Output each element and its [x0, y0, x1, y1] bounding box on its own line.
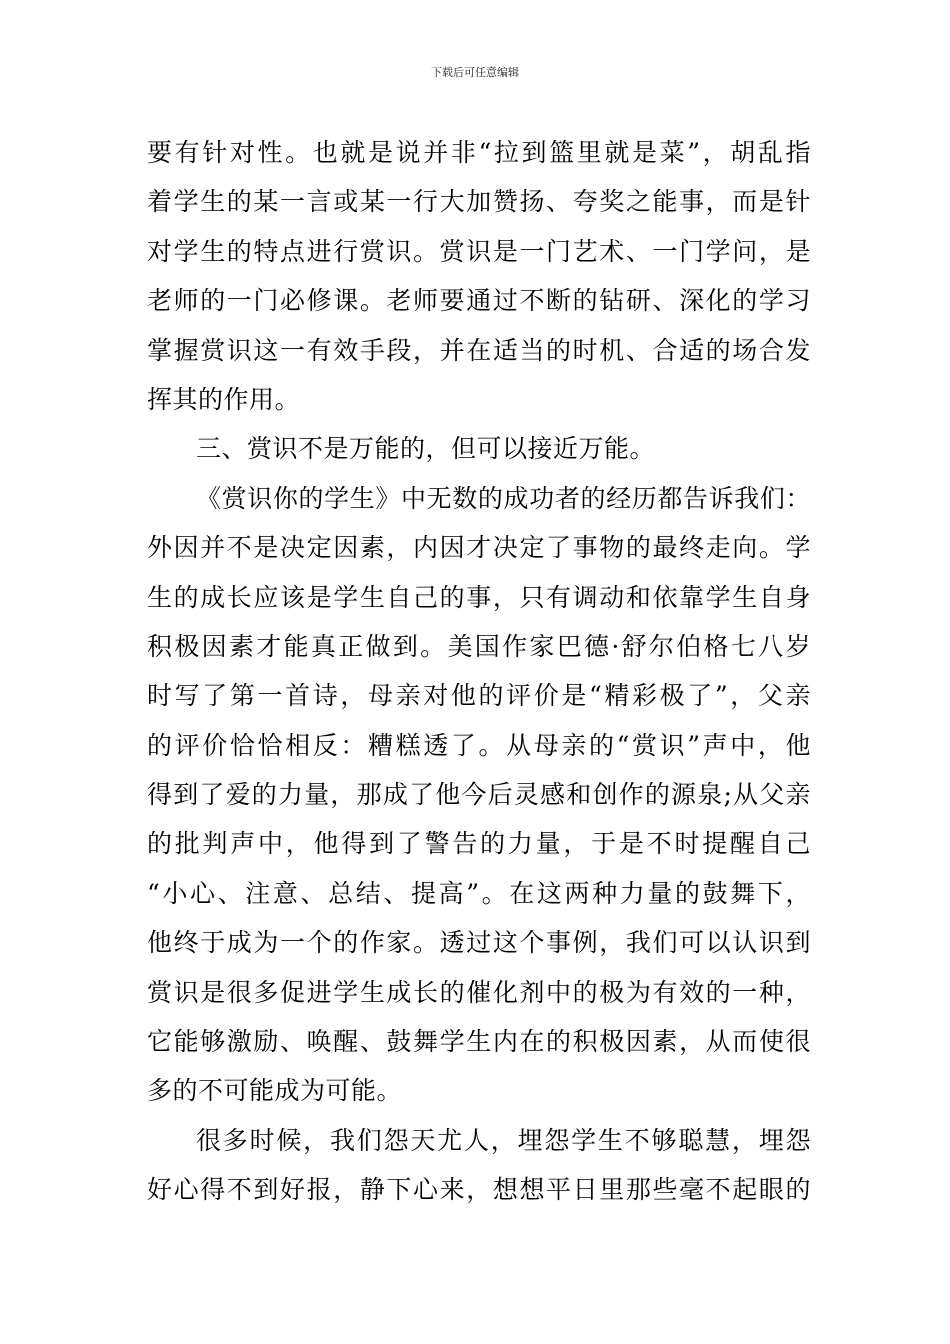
- text-line-6: 挥其的作用。: [147, 384, 301, 414]
- text-line-2: 着学生的某一言或某一行大加赞扬、夸奖之能事，而是针: [147, 187, 811, 217]
- text-line-7: 三、赏识不是万能的，但可以接近万能。: [196, 434, 656, 464]
- text-line-17: 他终于成为一个的作家。透过这个事例，我们可以认识到: [147, 928, 811, 958]
- text-line-9: 外因并不是决定因素，内因才决定了事物的最终走向。学: [147, 533, 811, 563]
- text-line-11: 积极因素才能真正做到。美国作家巴德·舒尔伯格七八岁: [147, 631, 811, 661]
- text-line-15: 的批判声中，他得到了警告的力量，于是不时提醒自己: [147, 829, 811, 859]
- text-line-3: 对学生的特点进行赏识。赏识是一门艺术、一门学问，是: [147, 236, 811, 266]
- text-line-12: 时写了第一首诗，母亲对他的评价是“精彩极了”，父亲: [147, 681, 811, 711]
- text-line-5: 掌握赏识这一有效手段，并在适当的时机、合适的场合发: [147, 335, 811, 365]
- text-line-1: 要有针对性。也就是说并非“拉到篮里就是菜”，胡乱指: [147, 138, 811, 167]
- text-line-19: 它能够激励、唤醒、鼓舞学生内在的积极因素，从而使很: [147, 1027, 811, 1057]
- text-line-4: 老师的一门必修课。老师要通过不断的钻研、深化的学习: [147, 286, 811, 316]
- text-line-18: 赏识是很多促进学生成长的催化剂中的极为有效的一种，: [147, 977, 811, 1007]
- text-line-16: “小心、注意、总结、提高”。在这两种力量的鼓舞下，: [147, 878, 811, 908]
- text-line-22: 好心得不到好报，静下心来，想想平日里那些毫不起眼的: [147, 1175, 811, 1205]
- page-header: 下载后可任意编辑: [431, 66, 519, 79]
- text-line-13: 的评价恰恰相反：糟糕透了。从母亲的“赏识”声中，他: [147, 730, 811, 760]
- text-line-21: 很多时候，我们怨天尤人，埋怨学生不够聪慧，埋怨: [196, 1125, 811, 1155]
- text-line-10: 生的成长应该是学生自己的事，只有调动和依靠学生自身: [147, 582, 811, 612]
- text-line-8: 《赏识你的学生》中无数的成功者的经历都告诉我们：: [196, 483, 811, 513]
- text-line-20: 多的不可能成为可能。: [147, 1076, 403, 1106]
- document-body: [147, 128, 811, 1215]
- text-line-14: 得到了爱的力量，那成了他今后灵感和创作的源泉;从父亲: [147, 780, 811, 810]
